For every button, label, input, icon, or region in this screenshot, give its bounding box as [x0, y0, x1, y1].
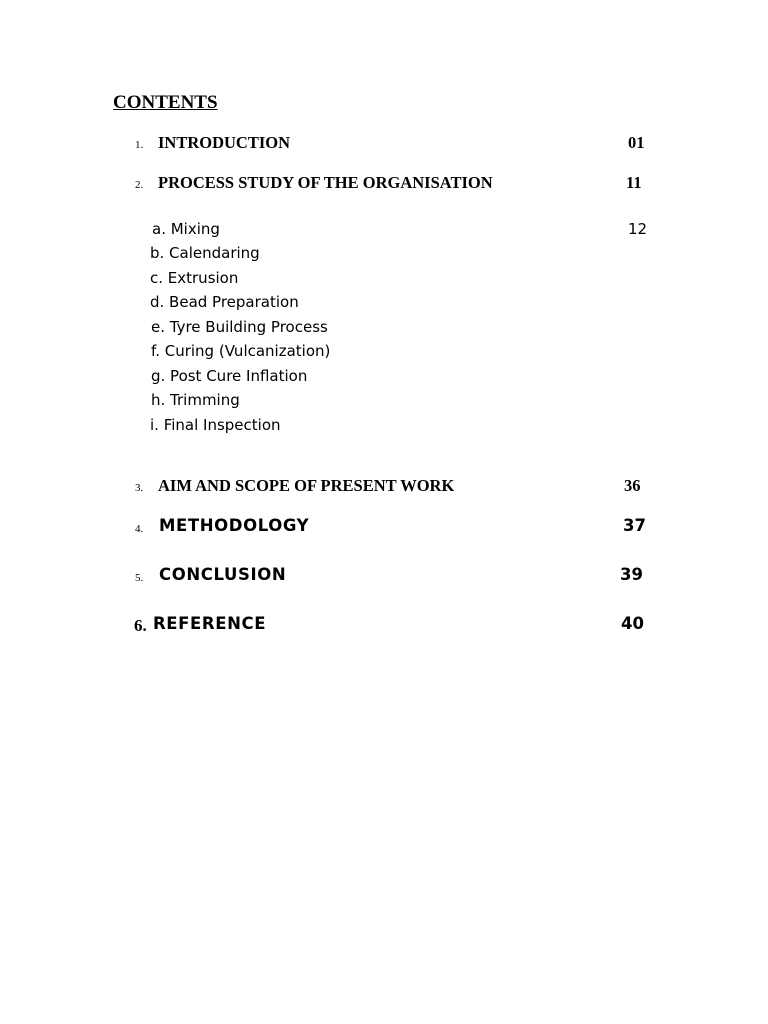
entry-number: 3.	[135, 482, 144, 494]
entry-page: 39	[620, 565, 643, 584]
entry-number: 6.	[134, 616, 147, 635]
entry-label: METHODOLOGY	[159, 516, 310, 535]
entry-number: 2.	[135, 179, 144, 191]
entry-number: 1.	[135, 139, 144, 151]
subentry-page: 12	[628, 220, 648, 238]
entry-label: REFERENCE	[153, 614, 267, 633]
entry-label: CONCLUSION	[159, 565, 287, 584]
entry-page: 11	[626, 173, 642, 192]
subentry-label: g. Post Cure Inflation	[151, 367, 308, 385]
subentry-label: a. Mixing	[152, 220, 220, 238]
entry-number: 5.	[135, 572, 144, 584]
subentry-label: f. Curing (Vulcanization)	[151, 342, 331, 360]
subentry-label: e. Tyre Building Process	[151, 318, 328, 336]
subentry-label: b. Calendaring	[150, 244, 260, 262]
page-title: CONTENTS	[113, 92, 218, 113]
entry-page: 40	[621, 614, 644, 633]
subentry-label: c. Extrusion	[150, 269, 239, 287]
subentry-label: i. Final Inspection	[150, 416, 281, 434]
entry-label: AIM AND SCOPE OF PRESENT WORK	[158, 476, 455, 495]
entry-label: INTRODUCTION	[158, 133, 291, 152]
subentry-label: h. Trimming	[151, 391, 240, 409]
entry-page: 36	[624, 476, 641, 495]
entry-page: 01	[628, 133, 645, 152]
entry-page: 37	[623, 516, 646, 535]
entry-number: 4.	[135, 523, 144, 535]
entry-label: PROCESS STUDY OF THE ORGANISATION	[158, 173, 493, 192]
subentry-label: d. Bead Preparation	[150, 293, 299, 311]
